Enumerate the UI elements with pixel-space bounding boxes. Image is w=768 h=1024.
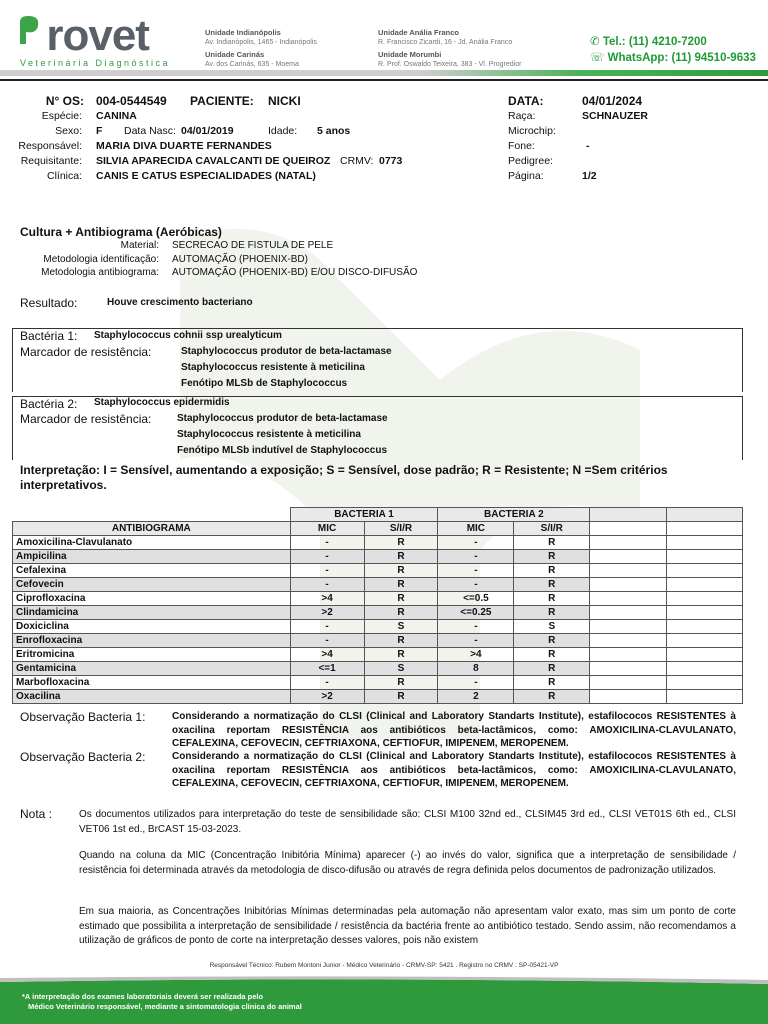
sir1-cell: R — [364, 676, 438, 690]
mic2-cell: - — [438, 634, 514, 648]
met-ab-value: AUTOMAÇÃO (PHOENIX-BD) E/OU DISCO-DIFUSÃO — [172, 267, 418, 278]
antibiotic-name: Doxiciclina — [13, 620, 291, 634]
empty-cell — [590, 550, 667, 564]
sir1-cell: R — [364, 550, 438, 564]
mic1-cell: >2 — [290, 606, 364, 620]
exam-title: Cultura + Antibiograma (Aeróbicas) — [20, 225, 222, 239]
mic2-cell: <=0.25 — [438, 606, 514, 620]
observation2-text: Considerando a normatização do CLSI (Clinical and Laboratory Standarts Institute), estafilococos RESISTENTES à oxacilina reportam RESISTÊNCIA aos antibióticos beta-lactâmicos, como: AMOXICILINA-CLAVULANATO, CEFALEXINA, CEFOVECIN, CEFTRIAXONA, CEFTIOFUR, IMIPENEM, MEROPENEM. — [172, 751, 736, 789]
whatsapp-icon: ☏ — [590, 52, 605, 64]
antibiotic-name: Cefovecin — [13, 578, 291, 592]
antibiotic-name: Amoxicilina-Clavulanato — [13, 536, 291, 550]
responsible-label: Responsável: — [18, 140, 82, 152]
mic1-cell: - — [290, 536, 364, 550]
crmv-label: CRMV: — [340, 155, 374, 167]
logo-subtitle: Veterinária Diagnóstica — [20, 58, 171, 68]
sir2-cell: R — [514, 690, 590, 704]
empty-cell — [590, 592, 667, 606]
table-row — [13, 620, 743, 634]
mic2-cell: <=0.5 — [438, 592, 514, 606]
sir1-cell: R — [364, 606, 438, 620]
table-row — [13, 536, 743, 550]
table-row — [13, 676, 743, 690]
bacteria1-marker: Fenótipo MLSb de Staphylococcus — [181, 378, 348, 389]
antibiotic-name: Cefalexina — [13, 564, 291, 578]
note-paragraph: Quando na coluna da MIC (Concentração Inibitória Mínima) aparecer (-) ao invés do valor, significa que a interpretação de sensibilidade / resistência foi determinada através da metodologia de disco-difusão ou através de regra definida pelos documentos de padronização utilizados. — [79, 850, 736, 876]
mic1-cell: - — [290, 620, 364, 634]
empty-cell — [667, 550, 743, 564]
empty-cell — [667, 634, 743, 648]
empty-cell — [667, 662, 743, 676]
empty-cell — [590, 606, 667, 620]
sir1-cell: R — [364, 536, 438, 550]
page-value: 1/2 — [582, 170, 597, 182]
antibiotic-name: Marbofloxacina — [13, 676, 291, 690]
patient-label: PACIENTE: — [190, 94, 254, 108]
empty-cell — [667, 676, 743, 690]
interpretation-legend: Interpretação: I = Sensível, aumentando a exposição; S = Sensível, dose padrão; R = Resistente; N =Sem critérios interpretativos. — [20, 463, 668, 492]
met-id-value: AUTOMAÇÃO (PHOENIX-BD) — [172, 254, 308, 265]
met-ab-label: Metodologia antibiograma: — [41, 267, 159, 278]
unit-carinas: Unidade Carinás Av. dos Carinás, 635 - Moema — [205, 50, 299, 68]
empty-cell — [590, 634, 667, 648]
sir2-cell: R — [514, 676, 590, 690]
mic2-cell: - — [438, 578, 514, 592]
sir1-cell: R — [364, 578, 438, 592]
table-row — [13, 592, 743, 606]
phone-contact[interactable]: ✆ Tel.: (11) 4210-7200 — [590, 36, 707, 48]
date-value: 04/01/2024 — [582, 94, 643, 108]
sir1-cell: R — [364, 648, 438, 662]
empty-cell — [590, 690, 667, 704]
page-label: Página: — [508, 170, 544, 182]
note-paragraph: Os documentos utilizados para interpretação do teste de sensibilidade são: CLSI M100 32nd ed., CLSIM45 3rd ed., CLSI VET01S 6th ed., CLSI VET06 1st ed., BrCAST 15-03-2023. — [79, 809, 736, 835]
bacteria1-marker-label: Marcador de resistência: — [20, 345, 152, 359]
breed-label: Raça: — [508, 110, 536, 122]
bacteria2-name: Staphylococcus epidermidis — [94, 397, 230, 408]
age-value: 5 anos — [317, 125, 351, 137]
mic1-cell: >4 — [290, 648, 364, 662]
logo — [18, 11, 149, 60]
mic2-cell: - — [438, 564, 514, 578]
empty-cell — [590, 536, 667, 550]
antibiogram-col-header: ANTIBIOGRAMA — [13, 522, 291, 536]
antibiotic-name: Ampicilina — [13, 550, 291, 564]
mic1-col-header: MIC — [290, 522, 364, 536]
sir2-col-header: S/I/R — [514, 522, 590, 536]
bacteria2-label: Bactéria 2: — [20, 397, 78, 411]
sir1-cell: R — [364, 564, 438, 578]
antibiotic-name: Gentamicina — [13, 662, 291, 676]
sir1-cell: S — [364, 662, 438, 676]
mic1-cell: <=1 — [290, 662, 364, 676]
sir2-cell: R — [514, 564, 590, 578]
patient-value: NICKI — [268, 94, 301, 108]
note-label: Nota : — [20, 807, 53, 821]
observation1-label: Observação Bacteria 1: — [20, 710, 146, 724]
mic2-cell: - — [438, 550, 514, 564]
unit-morumbi: Unidade Morumbi R. Prof. Oswaldo Teixeira, 383 - Vl. Progredior — [378, 50, 522, 68]
sir2-cell: R — [514, 606, 590, 620]
sir1-col-header: S/I/R — [364, 522, 438, 536]
dob-label: Data Nasc: — [124, 125, 176, 137]
empty-cell — [667, 648, 743, 662]
antibiotic-name: Clindamicina — [13, 606, 291, 620]
dob-value: 04/01/2019 — [181, 125, 234, 137]
mic2-cell: 2 — [438, 690, 514, 704]
empty-cell — [590, 620, 667, 634]
mic1-cell: - — [290, 578, 364, 592]
footer-disclaimer: *A interpretação dos exames laboratoriais deverá ser realizada pelo Médico Veterinário responsável, mediante a sintomatologia clínica do animal — [22, 992, 302, 1011]
bacteria1-marker: Staphylococcus produtor de beta-lactamase — [181, 346, 392, 357]
empty-cell — [667, 620, 743, 634]
antibiotic-name: Oxacilina — [13, 690, 291, 704]
note-paragraph: Em sua maioria, as Concentrações Inibitórias Mínimas determinadas pela automação não apresentam valor exato, mas sim um ponto de corte estimado que possibilita a interpretação de sensibilidade / resistência da bactéria frente ao antibiótico testado. Sendo assim, não recomendamos a utilização de gráficos de ponto de corte na interpretação desses valores, pois não existem — [79, 906, 736, 946]
requester-value: SILVIA APARECIDA CAVALCANTI DE QUEIROZ — [96, 155, 331, 167]
empty-cell — [667, 564, 743, 578]
bacteria2-marker: Staphylococcus resistente à meticilina — [177, 429, 361, 440]
bacteria1-label: Bactéria 1: — [20, 329, 78, 343]
met-id-label: Metodologia identificação: — [43, 254, 159, 265]
empty-cell — [590, 564, 667, 578]
clinic-label: Clínica: — [46, 170, 82, 182]
empty-cell — [590, 676, 667, 690]
mic2-cell: - — [438, 536, 514, 550]
bacteria1-name: Staphylococcus cohnii ssp urealyticum — [94, 330, 282, 341]
bacteria1-marker: Staphylococcus resistente à meticilina — [181, 362, 365, 373]
sir2-cell: R — [514, 662, 590, 676]
table-row — [13, 690, 743, 704]
mic1-cell: >4 — [290, 592, 364, 606]
header-separator — [0, 79, 768, 81]
os-value: 004-0544549 — [96, 94, 167, 108]
empty-cell — [667, 536, 743, 550]
group-bacteria2-header: BACTERIA 2 — [438, 508, 590, 522]
clinic-value: CANIS E CATUS ESPECIALIDADES (NATAL) — [96, 170, 316, 182]
empty-cell — [667, 690, 743, 704]
sir2-cell: R — [514, 634, 590, 648]
sir2-cell: S — [514, 620, 590, 634]
observation1-text: Considerando a normatização do CLSI (Clinical and Laboratory Standarts Institute), estafilococos RESISTENTES à oxacilina reportam RESISTÊNCIA aos antibióticos beta-lactâmicos, como: AMOXICILINA-CLAVULANATO, CEFALEXINA, CEFOVECIN, CEFTRIAXONA, CEFTIOFUR, IMIPENEM, MEROPENEM. — [172, 711, 736, 749]
antibiotic-name: Ciprofloxacina — [13, 592, 291, 606]
sex-label: Sexo: — [55, 125, 82, 137]
mic2-cell: 8 — [438, 662, 514, 676]
sir2-cell: R — [514, 648, 590, 662]
mic1-cell: >2 — [290, 690, 364, 704]
microchip-label: Microchip: — [508, 125, 556, 137]
mic2-cell: - — [438, 620, 514, 634]
responsible-technician: Responsável Técnico: Rubem Montoni Junior - Médico Veterinário - CRMV-SP: 5421 . Registro no CRMV : SP-05421-VP — [209, 962, 559, 969]
empty-cell — [667, 578, 743, 592]
requester-label: Requisitante: — [20, 155, 82, 167]
sir1-cell: S — [364, 620, 438, 634]
mic2-cell: >4 — [438, 648, 514, 662]
sir1-cell: R — [364, 592, 438, 606]
age-label: Idade: — [268, 125, 298, 137]
empty-cell — [667, 606, 743, 620]
species-label: Espécie: — [41, 110, 82, 122]
crmv-value: 0773 — [379, 155, 403, 167]
table-row — [13, 550, 743, 564]
phone-label: Fone: — [508, 140, 535, 152]
bacteria2-marker: Fenótipo MLSb indutível de Staphylococcus — [177, 445, 388, 456]
sir2-cell: R — [514, 578, 590, 592]
unit-analia-franco: Unidade Anália Franco R. Francisco Zicardi, 16 - Jd. Anália Franco — [378, 28, 513, 46]
breed-value: SCHNAUZER — [582, 110, 648, 122]
logo-text: rovet — [46, 11, 149, 60]
result-value: Houve crescimento bacteriano — [107, 297, 253, 308]
material-label: Material: — [120, 240, 159, 251]
antibiogram-table — [12, 507, 743, 704]
bacteria2-marker: Staphylococcus produtor de beta-lactamase — [177, 413, 388, 424]
table-row — [13, 564, 743, 578]
table-row — [13, 662, 743, 676]
sir1-cell: R — [364, 634, 438, 648]
observation2-label: Observação Bacteria 2: — [20, 750, 146, 764]
empty-cell — [590, 578, 667, 592]
sir1-cell: R — [364, 690, 438, 704]
phone-icon: ✆ — [590, 36, 600, 48]
whatsapp-contact[interactable]: ☏ WhatsApp: (11) 94510-9633 — [590, 52, 756, 64]
mic1-cell: - — [290, 634, 364, 648]
mic2-cell: - — [438, 676, 514, 690]
unit-indianopolis: Unidade Indianópolis Av. Indianópolis, 1465 - Indianópolis — [205, 28, 317, 46]
sir2-cell: R — [514, 592, 590, 606]
responsible-value: MARIA DIVA DUARTE FERNANDES — [96, 140, 272, 152]
mic1-cell: - — [290, 550, 364, 564]
mic2-col-header: MIC — [438, 522, 514, 536]
date-label: DATA: — [508, 94, 544, 108]
material-value: SECRECAO DE FISTULA DE PELE — [172, 240, 334, 251]
antibiotic-name: Eritromicina — [13, 648, 291, 662]
empty-cell — [590, 648, 667, 662]
species-value: CANINA — [96, 110, 137, 122]
mic1-cell: - — [290, 676, 364, 690]
result-label: Resultado: — [20, 296, 78, 310]
header-green-bar — [0, 70, 768, 76]
phone-value: - — [586, 140, 590, 152]
empty-cell — [667, 592, 743, 606]
sir2-cell: R — [514, 536, 590, 550]
antibiotic-name: Enrofloxacina — [13, 634, 291, 648]
table-row — [13, 648, 743, 662]
table-row — [13, 578, 743, 592]
sex-value: F — [96, 125, 103, 137]
os-label: N° OS: — [45, 94, 84, 108]
table-row — [13, 634, 743, 648]
mic1-cell: - — [290, 564, 364, 578]
empty-cell — [590, 662, 667, 676]
group-bacteria1-header: BACTERIA 1 — [290, 508, 438, 522]
pedigree-label: Pedigree: — [508, 155, 553, 167]
bacteria2-marker-label: Marcador de resistência: — [20, 412, 152, 426]
table-row — [13, 606, 743, 620]
sir2-cell: R — [514, 550, 590, 564]
